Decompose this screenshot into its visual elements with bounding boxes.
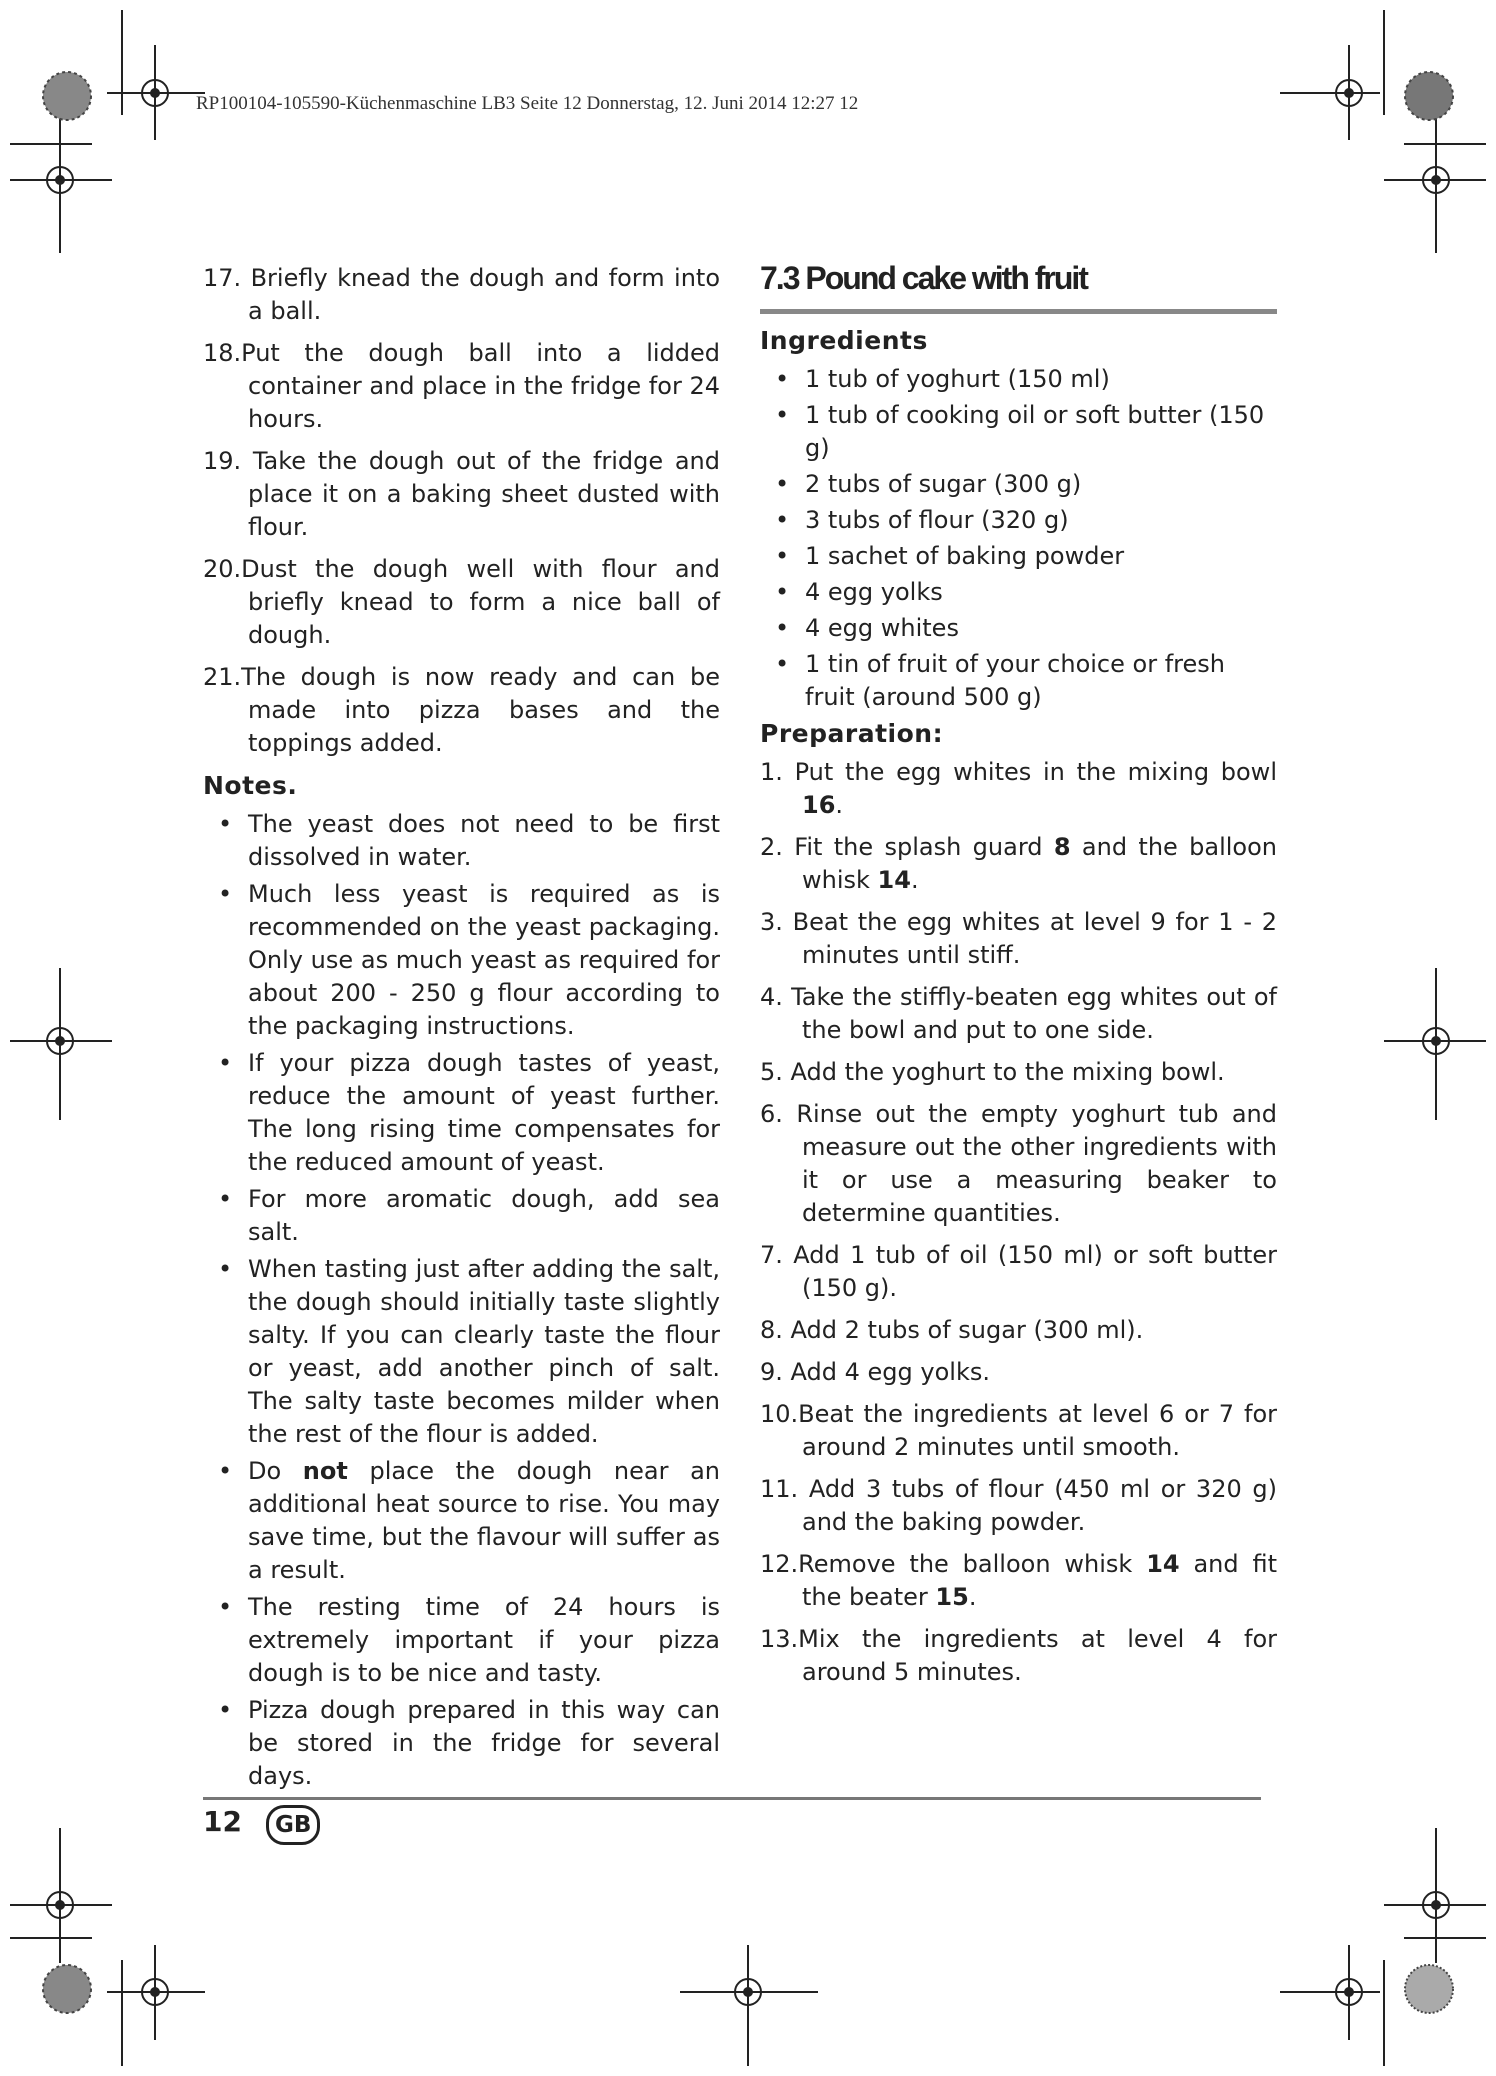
preparation-step: 11. Add 3 tubs of flour (450 ml or 320 g) and the baking powder.	[760, 1475, 1277, 1536]
ingredient-item: • 1 sachet of baking powder	[775, 542, 1125, 570]
preparation-step: 13.Mix the ingredients at level 4 for around 5 minutes.	[760, 1625, 1277, 1686]
right-column	[760, 262, 1277, 1698]
ingredient-item: • 1 tin of fruit of your choice or fresh fruit (around 500 g)	[775, 650, 1225, 711]
note-item: • Much less yeast is required as is recommended on the yeast packaging. Only use as much yeast as required for about 200 - 250 g flour according to the packaging instructions.	[218, 880, 720, 1040]
note-item: • The resting time of 24 hours is extremely important if your pizza dough is to be nice and tasty.	[218, 1593, 720, 1687]
ingredient-item: • 4 egg whites	[775, 614, 959, 642]
preparation-step: 4. Take the stiffly-beaten egg whites out of the bowl and put to one side.	[760, 983, 1277, 1044]
preparation-step: 9. Add 4 egg yolks.	[760, 1358, 990, 1386]
instruction-step: 21.The dough is now ready and can be made into pizza bases and the toppings added.	[203, 663, 720, 757]
preparation-step: 12.Remove the balloon whisk 14 and fit the beater 15.	[760, 1550, 1278, 1611]
left-column	[203, 262, 720, 1797]
notes-heading: Notes.	[203, 771, 298, 800]
preparation-step: 10.Beat the ingredients at level 6 or 7 for around 2 minutes until smooth.	[760, 1400, 1277, 1461]
instruction-step: 20.Dust the dough well with flour and briefly knead to form a nice ball of dough.	[203, 555, 720, 649]
note-item: • For more aromatic dough, add sea salt.	[218, 1185, 720, 1246]
preparation-step: 7. Add 1 tub of oil (150 ml) or soft butter (150 g).	[760, 1241, 1277, 1302]
instruction-step: 19. Take the dough out of the fridge and place it on a baking sheet dusted with flour.	[203, 447, 720, 541]
preparation-heading: Preparation:	[760, 719, 944, 748]
note-item: • When tasting just after adding the salt, the dough should initially taste slightly salty. If you can clearly taste the flour or yeast, add another pinch of salt. The salty taste becomes milder when the rest of the flour is added.	[218, 1255, 720, 1448]
ingredients-heading: Ingredients	[760, 326, 928, 355]
note-item: • If your pizza dough tastes of yeast, reduce the amount of yeast further. The long rising time compensates for the reduced amount of yeast.	[218, 1049, 720, 1176]
preparation-step: 3. Beat the egg whites at level 9 for 1 - 2 minutes until stiff.	[760, 908, 1277, 969]
print-slug-line: RP100104-105590-Küchenmaschine LB3 Seite 12 Donnerstag, 12. Juni 2014 12:27 12	[196, 93, 859, 114]
ingredient-item: • 1 tub of yoghurt (150 ml)	[775, 365, 1110, 393]
instruction-step: 17. Briefly knead the dough and form into a ball.	[203, 264, 720, 325]
section-title: 7.3 Pound cake with fruit	[760, 262, 1277, 314]
preparation-step: 8. Add 2 tubs of sugar (300 ml).	[760, 1316, 1144, 1344]
ingredient-item: • 3 tubs of flour (320 g)	[775, 506, 1069, 534]
instruction-step: 18.Put the dough ball into a lidded container and place in the fridge for 24 hours.	[203, 339, 720, 433]
footer-divider	[203, 1797, 1261, 1800]
preparation-step: 1. Put the egg whites in the mixing bowl 16.	[760, 758, 1277, 819]
ingredient-item: • 1 tub of cooking oil or soft butter (150 g)	[775, 401, 1265, 462]
ingredient-item: • 4 egg yolks	[775, 578, 943, 606]
preparation-step: 5. Add the yoghurt to the mixing bowl.	[760, 1058, 1225, 1086]
ingredient-item: • 2 tubs of sugar (300 g)	[775, 470, 1082, 498]
note-item: • Do not place the dough near an additional heat source to rise. You may save time, but the flavour will suffer as a result.	[218, 1457, 720, 1584]
preparation-step: 6. Rinse out the empty yoghurt tub and measure out the other ingredients with it or use a measuring beaker to determine quantities.	[760, 1100, 1278, 1227]
language-badge: GB	[266, 1805, 320, 1845]
page-number: 12	[203, 1805, 242, 1838]
preparation-step: 2. Fit the splash guard 8 and the balloon whisk 14.	[760, 833, 1278, 894]
note-item: • Pizza dough prepared in this way can be stored in the fridge for several days.	[218, 1696, 720, 1790]
note-item: • The yeast does not need to be first dissolved in water.	[218, 810, 720, 871]
